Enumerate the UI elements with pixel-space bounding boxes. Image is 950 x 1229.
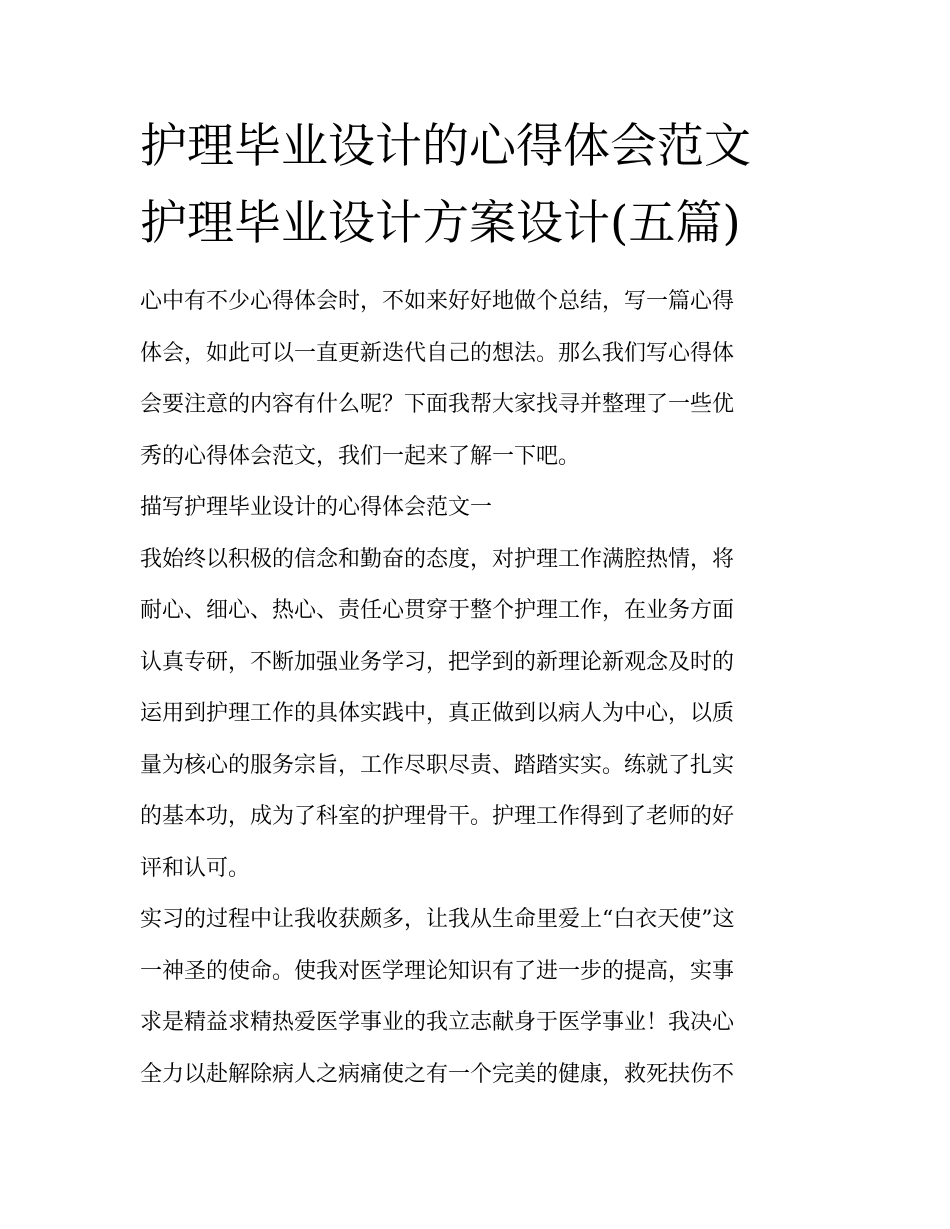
body-line: 求是精益求精热爱医学事业的我立志献身于医学事业！我决心 <box>140 1010 735 1035</box>
body-line: 认真专研，不断加强业务学习，把学到的新理论新观念及时的 <box>140 649 735 675</box>
body-line: 的基本功，成为了科室的护理骨干。护理工作得到了老师的好 <box>140 804 735 829</box>
document-title-line-2: 护理毕业设计方案设计(五篇) <box>140 196 741 251</box>
body-line: 心中有不少心得体会时，不如来好好地做个总结，写一篇心得 <box>140 289 735 314</box>
document-body <box>140 276 820 1100</box>
section-heading: 描写护理毕业设计的心得体会范文一 <box>140 495 493 520</box>
body-line: 量为核心的服务宗旨，工作尽职尽责、踏踏实实。练就了扎实 <box>140 752 735 778</box>
body-line: 评和认可。 <box>140 855 251 881</box>
body-line: 运用到护理工作的具体实践中，真正做到以病人为中心，以质 <box>140 701 735 726</box>
body-line: 我始终以积极的信念和勤奋的态度，对护理工作满腔热情，将 <box>140 546 735 572</box>
body-line: 一神圣的使命。使我对医学理论知识有了进一步的提高，实事 <box>140 958 735 984</box>
body-line: 实习的过程中让我收获颇多，让我从生命里爱上“白衣天使”这 <box>140 907 735 932</box>
document-title-line-1: 护理毕业设计的心得体会范文 <box>140 119 751 174</box>
body-line: 体会，如此可以一直更新迭代自己的想法。那么我们写心得体 <box>140 340 735 366</box>
body-line: 秀的心得体会范文，我们一起来了解一下吧。 <box>140 443 581 469</box>
body-line: 全力以赴解除病人之病痛使之有一个完美的健康，救死扶伤不 <box>140 1061 735 1087</box>
body-line: 会要注意的内容有什么呢？下面我帮大家找寻并整理了一些优 <box>140 392 735 417</box>
body-line: 耐心、细心、热心、责任心贯穿于整个护理工作，在业务方面 <box>140 598 735 623</box>
